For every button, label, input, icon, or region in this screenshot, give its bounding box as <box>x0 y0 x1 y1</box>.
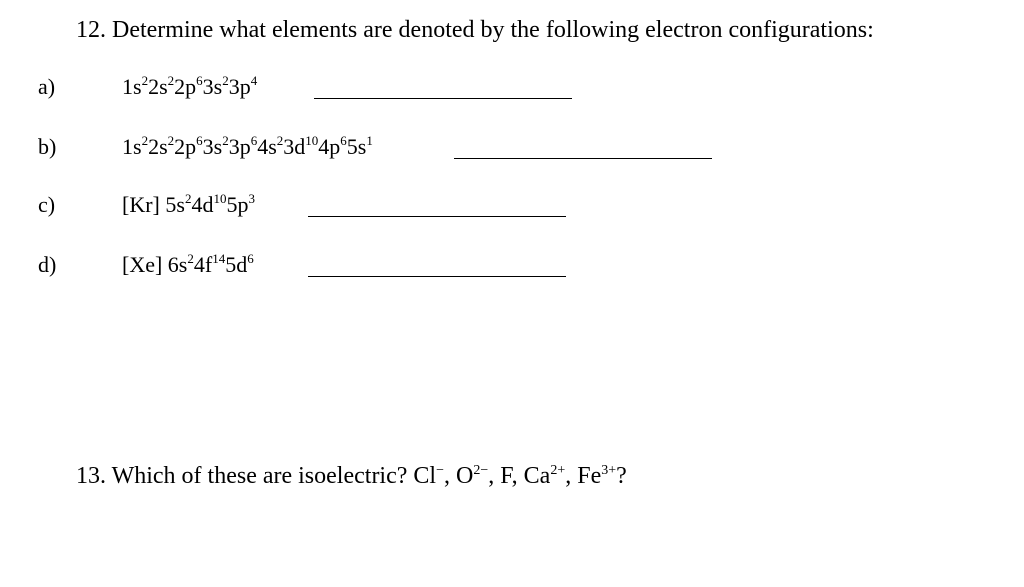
electron-configuration <box>122 188 255 222</box>
orbital-label: 1s <box>122 74 142 99</box>
config-row <box>0 188 1024 222</box>
question-13-part: , Fe <box>565 463 602 489</box>
config-row <box>0 130 1024 164</box>
orbital-label: 2s <box>148 134 168 159</box>
orbital-label: 3p <box>228 134 251 159</box>
orbital-label: [Kr] 5s <box>122 192 185 217</box>
electron-count-superscript: 6 <box>196 132 203 148</box>
electron-count-superscript: 10 <box>213 190 227 206</box>
charge-superscript: 2− <box>473 463 489 478</box>
orbital-label: 3s <box>202 134 223 159</box>
orbital-label: 4f <box>193 252 213 277</box>
electron-count-superscript: 10 <box>305 132 319 148</box>
answer-blank-line[interactable] <box>308 216 566 217</box>
orbital-label: 4s <box>257 134 277 159</box>
electron-count-superscript: 3 <box>248 190 255 206</box>
question-12-heading: 12. Determine what elements are denoted by the following electron configurations: <box>76 17 874 43</box>
electron-count-superscript: 2 <box>141 72 149 88</box>
orbital-label: 5p <box>226 192 249 217</box>
item-letter: d) <box>38 252 57 277</box>
electron-count-superscript: 2 <box>222 132 229 148</box>
orbital-label: 1s <box>122 134 142 159</box>
charge-superscript: 2+ <box>550 463 566 478</box>
electron-count-superscript: 6 <box>196 72 203 88</box>
orbital-label: 5s <box>346 134 367 159</box>
electron-count-superscript: 2 <box>167 72 175 88</box>
orbital-label: 4d <box>191 192 214 217</box>
orbital-label: 5d <box>225 252 248 277</box>
item-letter: a) <box>38 74 56 99</box>
electron-count-superscript: 2 <box>184 190 192 206</box>
electron-count-superscript: 4 <box>250 72 258 88</box>
orbital-label: [Xe] 6s <box>122 252 188 277</box>
config-row <box>0 248 1024 282</box>
config-row <box>0 70 1024 104</box>
orbital-label: 3d <box>283 134 306 159</box>
electron-count-superscript: 2 <box>167 132 175 148</box>
question-13-part: ? <box>616 463 627 489</box>
item-letter: c) <box>38 192 56 217</box>
answer-blank-line[interactable] <box>454 158 712 159</box>
orbital-label: 4p <box>318 134 341 159</box>
question-13-text <box>76 460 627 492</box>
electron-count-superscript: 14 <box>212 250 226 266</box>
question-13-part: , O <box>444 463 474 489</box>
electron-configuration <box>122 248 254 282</box>
electron-count-superscript: 6 <box>250 132 258 148</box>
orbital-label: 2p <box>174 74 197 99</box>
orbital-label: 2p <box>174 134 197 159</box>
electron-count-superscript: 6 <box>340 132 347 148</box>
charge-superscript: 3+ <box>601 463 617 478</box>
answer-blank-line[interactable] <box>314 98 572 99</box>
electron-count-superscript: 2 <box>187 250 194 266</box>
electron-count-superscript: 1 <box>366 132 373 148</box>
answer-blank-line[interactable] <box>308 276 566 277</box>
orbital-label: 3s <box>202 74 223 99</box>
electron-configuration <box>122 70 257 104</box>
item-letter: b) <box>38 134 57 159</box>
electron-count-superscript: 2 <box>141 132 149 148</box>
electron-configuration <box>122 130 373 164</box>
electron-count-superscript: 6 <box>247 250 254 266</box>
electron-count-superscript: 2 <box>222 72 229 88</box>
electron-count-superscript: 2 <box>276 132 284 148</box>
question-13-part: 13. Which of these are isoelectric? Cl <box>76 463 437 489</box>
orbital-label: 2s <box>148 74 168 99</box>
orbital-label: 3p <box>228 74 251 99</box>
charge-superscript: − <box>436 463 444 478</box>
question-13-part: , F, Ca <box>488 463 551 489</box>
